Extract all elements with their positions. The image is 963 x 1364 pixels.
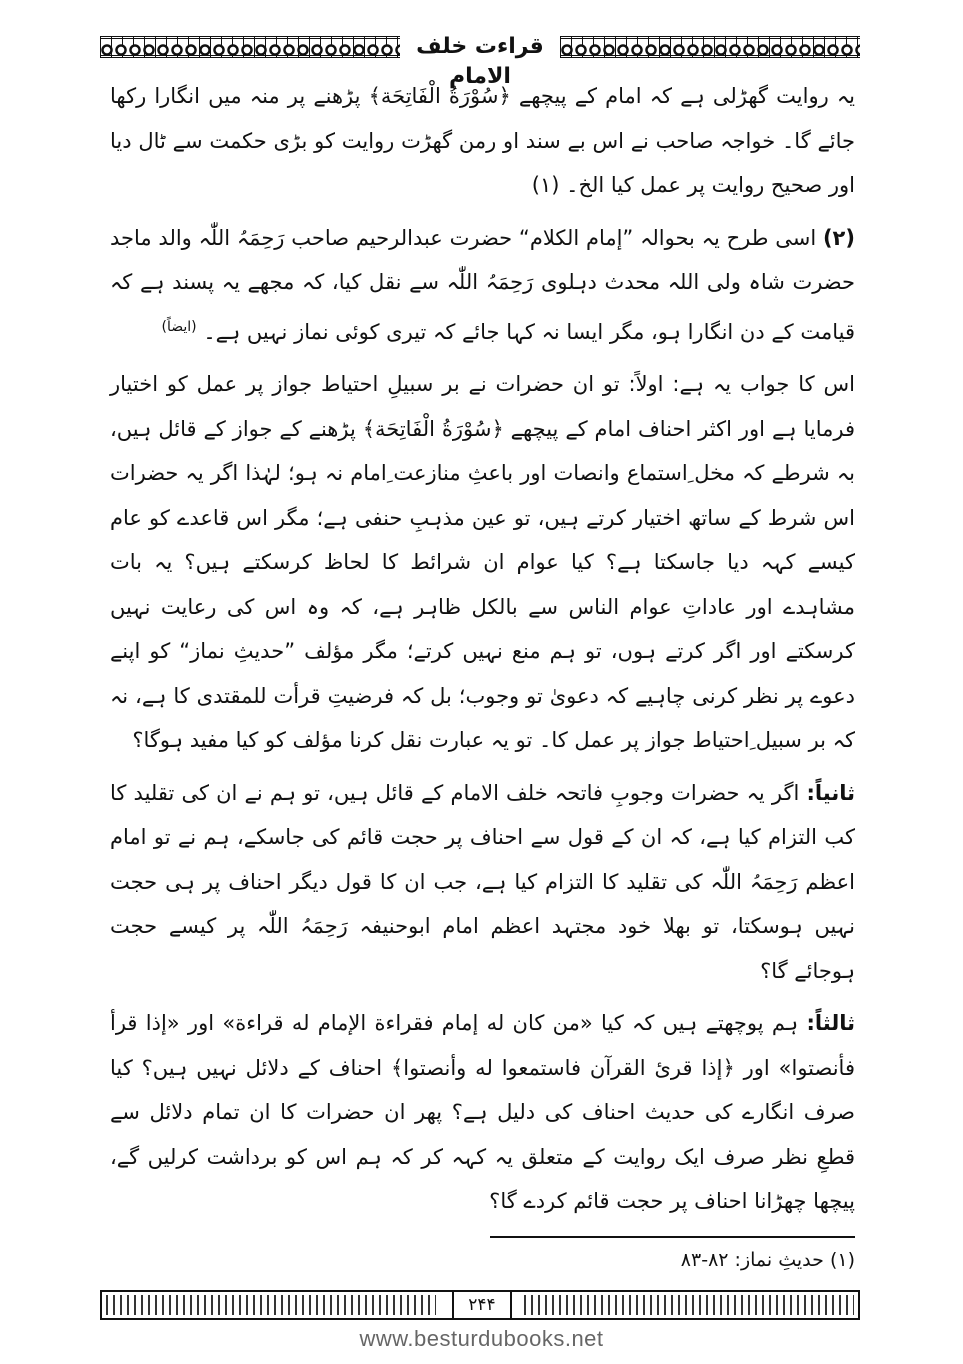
paragraph: [110, 771, 855, 994]
paragraph-text: اس کا جواب یہ ہے: اولاً: تو ان حضرات نے بر سبیلِ احتیاط جواز پر عمل کو اختیار فرمایا ہے اور اکثر احناف امام کے پیچھے ﴿سُوْرَةُ الْفَاتِحَة﴾ پڑھنے کے جواز کے قائل ہیں، بہ شرطے کہ مخل ِاستماع وانصات اور باعثِ منازعت ِامام نہ ہو؛ لہٰذا اگر یہ حضرات اس شرط کے ساتھ اختیار کرتے ہیں، تو عین مذہبِ حنفی ہے؛ مگر اس قاعدے کو عام کیسے کہہ دیا جاسکتا ہے؟ کیا عوام ان شرائط کا لحاظ کرسکتے ہیں؟ یہ بات مشاہدے اور عاداتِ عوام الناس سے بالکل ظاہر ہے، کہ وہ اس کی رعایت نہیں کرسکتے اور اگر کرتے ہوں، تو ہم منع نہیں کرتے؛ مگر مؤلف ”حدیثِ نماز“ کو اپنے دعوے پر نظر کرنی چاہیے کہ دعویٰ تو وجوب؛ بل کہ فرضیتِ قرأت للمقتدی کا ہے، نہ کہ بر سبیل ِاحتیاط جواز پر عمل کا۔ تو یہ عبارت نقل کرنا مؤلف کو کیا مفید ہوگا؟: [110, 372, 855, 752]
page-footer: [100, 1290, 860, 1320]
website-watermark: www.besturdubooks.net: [359, 1326, 604, 1351]
paragraph-text: یہ روایت گھڑلی ہے کہ امام کے پیچھے ﴿سُوْرَةُ الْفَاتِحَة﴾ پڑھنے پر منہ میں انگارا رکھا جائے گا۔ خواجہ صاحب نے اس بے سند او رمن گھڑت روایت کو بڑی حکمت سے ٹال دیا اور صحیح روایت پر عمل کیا الخ۔ (۱): [110, 84, 855, 197]
running-title: قراءت خلف الامام: [416, 34, 544, 89]
paragraph: [110, 74, 855, 208]
paragraph-text: اسی طرح یہ بحوالہ ”إمام الکلام“ حضرت عبدالرحیم صاحب رَحِمَہُ اللّٰہ والد ماجد حضرت شاہ ولی اللہ محدث دہلوی رَحِمَہُ اللّٰہ سے نقل کیا، کہ مجھے یہ پسند ہے کہ قیامت کے دن انگارا ہو، مگر ایسا نہ کہا جائے کہ تیری کوئی نماز نہیں ہے۔: [110, 225, 855, 344]
header-ornament-left: [100, 36, 400, 58]
body-text: [110, 74, 855, 1224]
page-number: ۲۴۴: [452, 1292, 512, 1318]
header-ornament-right: [560, 36, 860, 58]
paragraph: [110, 216, 855, 355]
page-header: [100, 32, 860, 89]
paragraph: [110, 1001, 855, 1224]
paragraph-lead: (۲): [822, 225, 855, 250]
footnote-divider: [490, 1236, 855, 1238]
paragraph: [110, 362, 855, 763]
footer-ornament-right: [524, 1295, 854, 1315]
paragraph-text: ہم پوچھتے ہیں کہ کیا «من کان له إمام فقراءة الإمام له قراءة» اور «إذا قرأ فأنصتوا» اور ﴿إذا قرئ القرآن فاستمعوا له وأنصتوا﴾ احناف کے دلائل نہیں ہیں؟ کیا صرف انگارے کی حدیث احناف کی دلیل ہے؟ پھر ان حضرات کا ان تمام دلائل سے قطعِ نظر صرف ایک روایت کے متعلق یہ کہہ کر کہ ہم اس کو برداشت کرلیں گے، پیچھا چھڑانا احناف پر حجت قائم کردے گا؟: [110, 1011, 855, 1213]
footnote-marker: (۱): [829, 1249, 855, 1271]
paragraph-lead: ثالثاً:: [806, 1011, 855, 1035]
paragraph-lead: ثانیاً:: [806, 780, 855, 805]
footnote: [110, 1242, 855, 1278]
footer-ornament-left: [106, 1295, 436, 1315]
paragraph-text: اگر یہ حضرات وجوبِ فاتحہ خلف الامام کے قائل ہیں، تو ہم نے ان کی تقلید کا کب التزام کیا ہے، کہ ان کے قول سے احناف پر حجت قائم کی جاسکے، ہم نے تو امام اعظم رَحِمَہُ اللّٰہ کی تقلید کا التزام کیا ہے، جب ان کا قول دیگر احناف پر ہی حجت نہیں ہوسکتا، تو بھلا خود مجتہد اعظم امام ابوحنیفہ رَحِمَہُ اللّٰہ پر کیسے حجت ہوجائے گا؟: [110, 780, 855, 983]
inline-reference: (ایضاً): [161, 318, 197, 335]
footnote-text: حدیثِ نماز: ۸۲-۸۳: [680, 1249, 824, 1271]
